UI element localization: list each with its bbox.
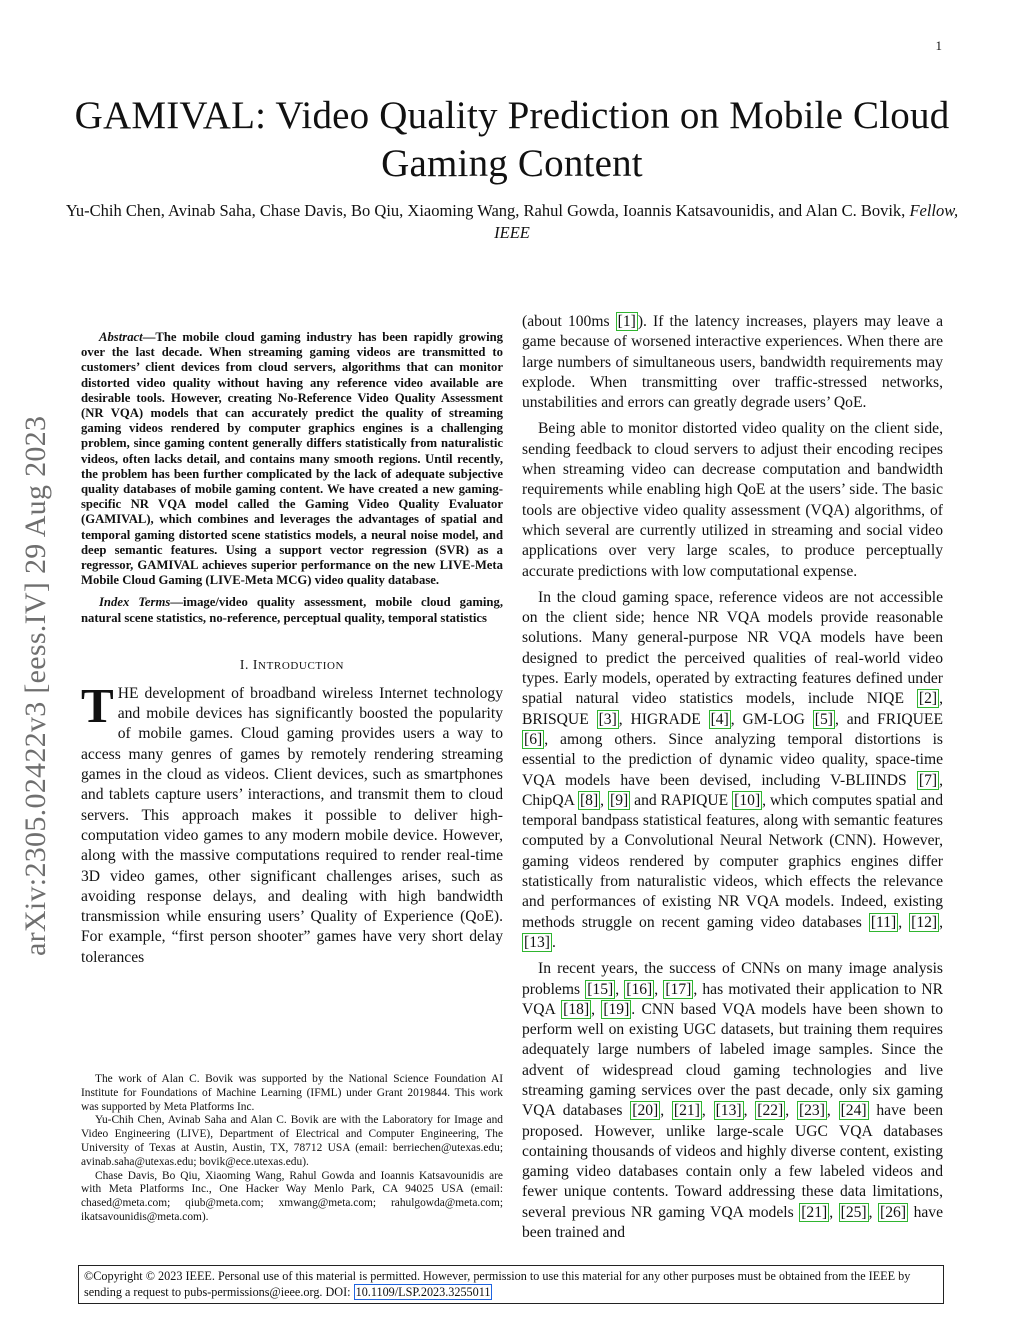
page-number: 1 bbox=[935, 38, 942, 53]
text-run: In recent years, the success of CNNs on many image analysis problems bbox=[522, 960, 943, 998]
citation-link[interactable]: [20] bbox=[632, 1102, 659, 1120]
paper-title: GAMIVAL: Video Quality Prediction on Mobile Cloud Gaming Content bbox=[74, 94, 950, 185]
section-numeral: I. I bbox=[239, 656, 259, 672]
citation-link[interactable]: [13] bbox=[715, 1102, 742, 1120]
citation-link[interactable]: [12] bbox=[911, 913, 938, 931]
citation-link[interactable]: [15] bbox=[587, 980, 614, 998]
citation-link[interactable]: [17] bbox=[665, 980, 692, 998]
text-run: , bbox=[898, 913, 910, 931]
citation-link[interactable]: [3] bbox=[598, 710, 617, 728]
paragraph-monitoring: Being able to monitor distorted video quality on the client side, sending feedback to cloud servers to adjust their encoding recipes when streaming video can decrease computation and bandwidth requirements while enabling high QoE at the users’ side. The basic tools are objective video quality assessment (VQA) algorithms, of which several are currently utilized in streaming and social video applications over very large scales, to produce perceptually accurate predictions with low computational expense. bbox=[522, 420, 943, 580]
citation-link[interactable]: [13] bbox=[524, 933, 550, 951]
text-run: , bbox=[743, 1102, 756, 1120]
text-run: , HIGRADE bbox=[618, 710, 709, 728]
index-terms-text: —image/video quality assessment, mobile cloud gaming, natural scene statistics, no-reference, perceptual quality, temporal statistics bbox=[81, 595, 503, 625]
text-run: , bbox=[829, 1203, 839, 1221]
author-list bbox=[60, 200, 964, 244]
citation-link[interactable]: [22] bbox=[757, 1102, 784, 1120]
text-run: , bbox=[939, 913, 944, 931]
intro-paragraph bbox=[81, 677, 503, 968]
arxiv-stamp[interactable]: arXiv:2305.02422v3 [eess.IV] 29 Aug 2023 bbox=[19, 415, 52, 956]
author-names: Yu-Chih Chen, Avinab Saha, Chase Davis, Bo Qiu, Xiaoming Wang, Rahul Gowda, Ioannis Katsavounidis, and Alan C. Bovik, bbox=[65, 201, 906, 220]
text-run: have been trained and bbox=[522, 1203, 944, 1242]
text-run: , ChipQA bbox=[522, 771, 943, 809]
text-run: , bbox=[591, 1000, 602, 1018]
citation-link[interactable]: [5] bbox=[814, 710, 833, 728]
citation-link[interactable]: [9] bbox=[610, 791, 629, 809]
text-run: and RAPIQUE bbox=[630, 791, 733, 809]
right-column bbox=[522, 312, 943, 1243]
citation-link[interactable]: [24] bbox=[840, 1102, 867, 1120]
citation-link[interactable]: [23] bbox=[798, 1102, 825, 1120]
paragraph-cnn bbox=[522, 959, 943, 1243]
text-run: , bbox=[660, 1102, 672, 1120]
text-run: , bbox=[600, 791, 608, 809]
text-run: , bbox=[868, 1203, 879, 1221]
text-run: , bbox=[785, 1102, 797, 1120]
abstract-text: —The mobile cloud gaming industry has been rapidly growing over the last decade. When streaming gaming videos are transmitted to customers’ client devices from cloud servers, algorithms that can monitor distorted video quality without having any reference video available are desirable tools. However, creating No-Reference Video Quality Assessment (NR VQA) models that can accurately predict the quality of streaming gaming videos rendered by computer graphics engines is a challenging problem, since gaming content generally differs statistically from naturalistic videos, often lacks detail, and contains many smooth regions. Until recently, the problem has been further complicated by the lack of adequate subjective quality databases of mobile gaming content. We have created a new gaming-specific NR VQA model called the Gaming Video Quality Evaluator (GAMIVAL), which combines and leverages the advantages of spatial and temporal gaming distorted scene statistics models, a neural noise model, and deep semantic features. Using a support vector regression (SVR) as a regressor, GAMIVAL achieves superior performance on the new LIVE-Meta Mobile Cloud Gaming (LIVE-Meta MCG) video quality database. bbox=[81, 330, 503, 588]
text-run: ). If the latency increases, players may leave a game because of worsened interactive experiences. When there are large numbers of simultaneous users, bandwidth requirements may explode. When transmitting over traffic-stressed networks, unstabilities and errors can greatly degrade users’ QoE. bbox=[522, 313, 943, 412]
citation-link[interactable]: [16] bbox=[626, 980, 653, 998]
index-terms-label: Index Terms bbox=[99, 595, 171, 610]
text-run: In the cloud gaming space, reference videos are not accessible on the client side; hence NR VQA models provide reasonable solutions. Many general-purpose NR VQA models have been designed to predict the perceived qualities of real-world video types. Early models, operated by extracting features defined under spatial natural video statistics models, include NIQE bbox=[522, 588, 943, 708]
citation-link[interactable]: [25] bbox=[840, 1203, 867, 1221]
citation-link[interactable]: [2] bbox=[918, 690, 938, 708]
text-run: , bbox=[654, 980, 664, 998]
citation-link[interactable]: [11] bbox=[870, 913, 897, 931]
footnote-funding: The work of Alan C. Bovik was supported by the National Science Foundation AI Institute for Foundations of Machine Learning (IFML) under Grant 2019844. This work was supported by Meta Platforms Inc. bbox=[81, 1073, 503, 1113]
citation-link[interactable]: [6] bbox=[524, 730, 543, 748]
text-run: . CNN based VQA models have been shown to perform well on existing UGC datasets, but training them requires adequately large numbers of labeled image samples. Since the advent of widespread cloud gaming technologies and live streaming gaming services over the past decade, only six gaming VQA databases bbox=[522, 1000, 943, 1120]
text-run: , bbox=[826, 1102, 839, 1120]
citation-link[interactable]: [21] bbox=[801, 1203, 828, 1221]
citation-link[interactable]: [21] bbox=[673, 1102, 700, 1120]
text-run: , GM-LOG bbox=[730, 710, 813, 728]
footnotes bbox=[81, 1073, 503, 1225]
section-title: NTRODUCTION bbox=[258, 659, 345, 672]
abstract-label: Abstract bbox=[99, 330, 143, 344]
text-run: have been proposed. However, unlike large-scale UGC VQA databases containing thousands of videos and highly diverse content, existing gaming video databases contain only a few labeled videos and fewer unique contents. Toward addressing these data limitations, several previous NR gaming VQA models bbox=[522, 1102, 944, 1221]
text-run: , bbox=[701, 1102, 714, 1120]
author-fellow-note: Fellow, IEEE bbox=[494, 201, 959, 242]
citation-link[interactable]: [10] bbox=[734, 791, 761, 809]
doi-link[interactable]: 10.1109/LSP.2023.3255011 bbox=[355, 1284, 491, 1299]
citation-link[interactable]: [18] bbox=[563, 1000, 590, 1018]
text-run: . bbox=[551, 933, 556, 951]
paragraph-latency bbox=[522, 312, 943, 413]
drop-cap: T bbox=[81, 677, 114, 733]
left-column bbox=[81, 330, 503, 968]
citation-link[interactable]: [26] bbox=[880, 1203, 907, 1221]
copyright-notice bbox=[78, 1265, 944, 1304]
citation-link[interactable]: [7] bbox=[918, 771, 938, 789]
text-run: , among others. Since analyzing temporal distortions is essential to the prediction of dynamic video quality, space-time VQA models have been devised, including V-BLIINDS bbox=[522, 730, 943, 789]
text-run: , and FRIQUEE bbox=[834, 710, 943, 728]
index-terms bbox=[81, 595, 503, 625]
text-run: , bbox=[615, 980, 625, 998]
citation-link[interactable]: [4] bbox=[710, 710, 729, 728]
footnote-affiliation-ut: Yu-Chih Chen, Avinab Saha and Alan C. Bovik are with the Laboratory for Image and Video Engineering (LIVE), Department of Electrical and Computer Engineering, The University of Texas at Austin, Austin, TX, 78712 USA (email: berriechen@utexas.edu; avinab.saha@utexas.edu; bovik@ece.utexas.edu). bbox=[81, 1114, 503, 1168]
citation-link[interactable]: [8] bbox=[579, 791, 599, 809]
section-heading-introduction bbox=[81, 657, 503, 673]
text-run: , which computes spatial and temporal bandpass statistical features, along with semantic features computed by a Convolutional Neural Network (CNN). However, gaming videos rendered by computer graphics engines differ statistically from naturalistic videos, which effects the relevance and performances of existing NR VQA models. Indeed, existing methods struggle on recent gaming video databases bbox=[522, 791, 943, 931]
paragraph-nr-vqa bbox=[522, 588, 943, 953]
abstract bbox=[81, 330, 503, 588]
citation-link[interactable]: [19] bbox=[603, 1000, 630, 1018]
footnote-affiliation-meta: Chase Davis, Bo Qiu, Xiaoming Wang, Rahul Gowda and Ioannis Katsavounidis are with Meta Platforms Inc., One Hacker Way Menlo Park, CA 94025 USA (email: chased@meta.com; qiub@meta.com; xmwang@meta.com; rahulgowda@meta.com; ikatsavounidis@meta.com). bbox=[81, 1169, 503, 1223]
text-run: , has motivated their application to NR VQA bbox=[522, 980, 944, 1018]
copyright-text: ©Copyright © 2023 IEEE. Personal use of this material is permitted. However, permission to use this material for any other purposes must be obtained from the IEEE by sending a request to pubs-permissions@ieee.org. DOI: bbox=[84, 1269, 911, 1299]
text-run: (about 100ms bbox=[522, 313, 616, 330]
intro-text: HE development of broadband wireless Internet technology and mobile devices has significantly boosted the popularity of mobile games. Cloud gaming provides users a way to access many genres of games by remotely rendering streaming games in the cloud as videos. Client devices, such as smartphones and tablets capture users’ interactions, and transmit them to cloud servers. This approach makes it possible to deliver high-computation video games to any modern mobile device. However, along with the massive computations required to render real-time 3D video games, other significant challenges arises, such as avoiding response delays, and dealing with high bandwidth transmission while ensuring users’ Quality of Experience (QoE). For example, “first person shooter” games have very short delay tolerances bbox=[81, 684, 503, 966]
text-run: , BRISQUE bbox=[522, 690, 943, 728]
citation-link[interactable]: [1] bbox=[617, 313, 636, 330]
